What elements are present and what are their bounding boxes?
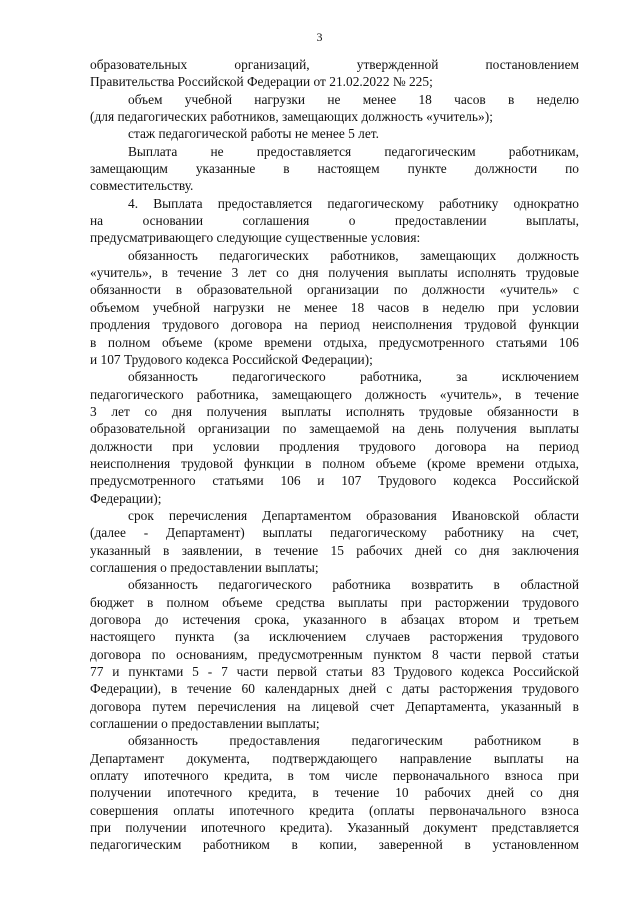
text-line: «учитель», в течение 3 лет со дня получения выплаты исполнять трудовые (90, 265, 579, 281)
text-line: на основании соглашения о предоставлении выплаты, (90, 213, 579, 229)
text-line: получении ипотечного кредита, в течение 10 рабочих дней со дня (90, 785, 579, 801)
text-line: замещающим указанные в настоящем пункте должности по (90, 161, 579, 177)
text-line: соглашении о предоставлении выплаты; (90, 716, 320, 732)
text-line: бюджет в полном объеме средства выплаты при расторжении трудового (90, 594, 579, 610)
text-line: неисполнения трудовой функции в полном объеме (кроме времени отдыха, (90, 455, 579, 471)
text-line: (далее - Департамент) выплаты педагогическому работнику на счет, (90, 525, 579, 541)
text-line: педагогического работника, замещающего должность «учитель», в течение (90, 386, 579, 402)
text-line: объемом учебной нагрузки не менее 18 часов в неделю при условии (90, 299, 579, 315)
text-line: 4. Выплата предоставляется педагогическому работнику однократно (128, 195, 579, 211)
text-line: обязанность педагогического работника возвратить в областной (128, 577, 579, 593)
text-line: продления трудового договора на период неисполнения трудовой функции (90, 317, 579, 333)
text-line: договора по основаниям, предусмотренным пунктом 8 части первой статьи (90, 646, 579, 662)
document-body (90, 56, 579, 854)
text-line: оплату ипотечного кредита, в том числе первоначального взноса при (90, 768, 579, 784)
text-line: соглашения о предоставлении выплаты; (90, 559, 319, 575)
text-line: и 107 Трудового кодекса Российской Федерации); (90, 351, 373, 367)
text-line: Департамент документа, подтверждающего направление выплаты на (90, 750, 579, 766)
text-line: Выплата не предоставляется педагогическим работникам, (128, 143, 579, 159)
text-line: образовательных организаций, утвержденной постановлением (90, 57, 579, 72)
text-line: предусматривающего следующие существенные условия: (90, 230, 421, 246)
text-line: совершения оплаты ипотечного кредита (оплаты первоначального взноса (90, 802, 579, 818)
text-line: договора путем перечисления на лицевой счет Департамента, указанный в (90, 698, 579, 714)
text-line: 3 лет со дня получения выплаты исполнять трудовые обязанности в (90, 403, 579, 419)
text-line: 77 и пунктами 5 - 7 части первой статьи 83 Трудового кодекса Российской (90, 664, 579, 680)
text-line: Федерации); (90, 490, 162, 506)
text-line: обязанность педагогического работника, за исключением (128, 369, 579, 385)
page-number: 3 (316, 30, 323, 44)
text-line: Правительства Российской Федерации от 21.02.2022 № 225; (90, 74, 433, 90)
text-line: образовательной организации по замещаемой на день получения выплаты (90, 421, 579, 437)
text-line: педагогическим работником в копии, заверенной в установленном (90, 837, 579, 853)
text-line: договора до истечения срока, указанного в абзацах втором и третьем (90, 612, 579, 627)
text-line: (для педагогических работников, замещающих должность «учитель»); (90, 109, 493, 125)
text-line: должности при условии продления трудового договора на период (90, 438, 579, 454)
text-line: в полном объеме (кроме времени отдыха, предусмотренного статьями 106 (90, 334, 579, 350)
text-line: обязанность предоставления педагогическим работником в (128, 733, 579, 749)
text-line: совместительству. (90, 178, 194, 194)
text-line: обязанность педагогических работников, замещающих должность (128, 247, 579, 263)
text-line: при получении ипотечного кредита). Указанный документ представляется (90, 820, 579, 836)
text-line: Федерации), в течение 60 календарных дней с даты расторжения трудового (90, 681, 579, 697)
text-line: предусмотренного статьями 106 и 107 Трудового кодекса Российской (90, 473, 579, 489)
text-line: срок перечисления Департаментом образования Ивановской области (128, 507, 579, 523)
text-line: обязанности в образовательной организации по должности «учитель» с (90, 282, 579, 298)
text-line: настоящего пункта (за исключением случаев расторжения трудового (90, 629, 579, 645)
text-line: стаж педагогической работы не менее 5 лет. (128, 126, 379, 142)
text-line: указанный в заявлении, в течение 15 рабочих дней со дня заключения (90, 542, 579, 558)
text-line: объем учебной нагрузки не менее 18 часов в неделю (128, 91, 579, 107)
